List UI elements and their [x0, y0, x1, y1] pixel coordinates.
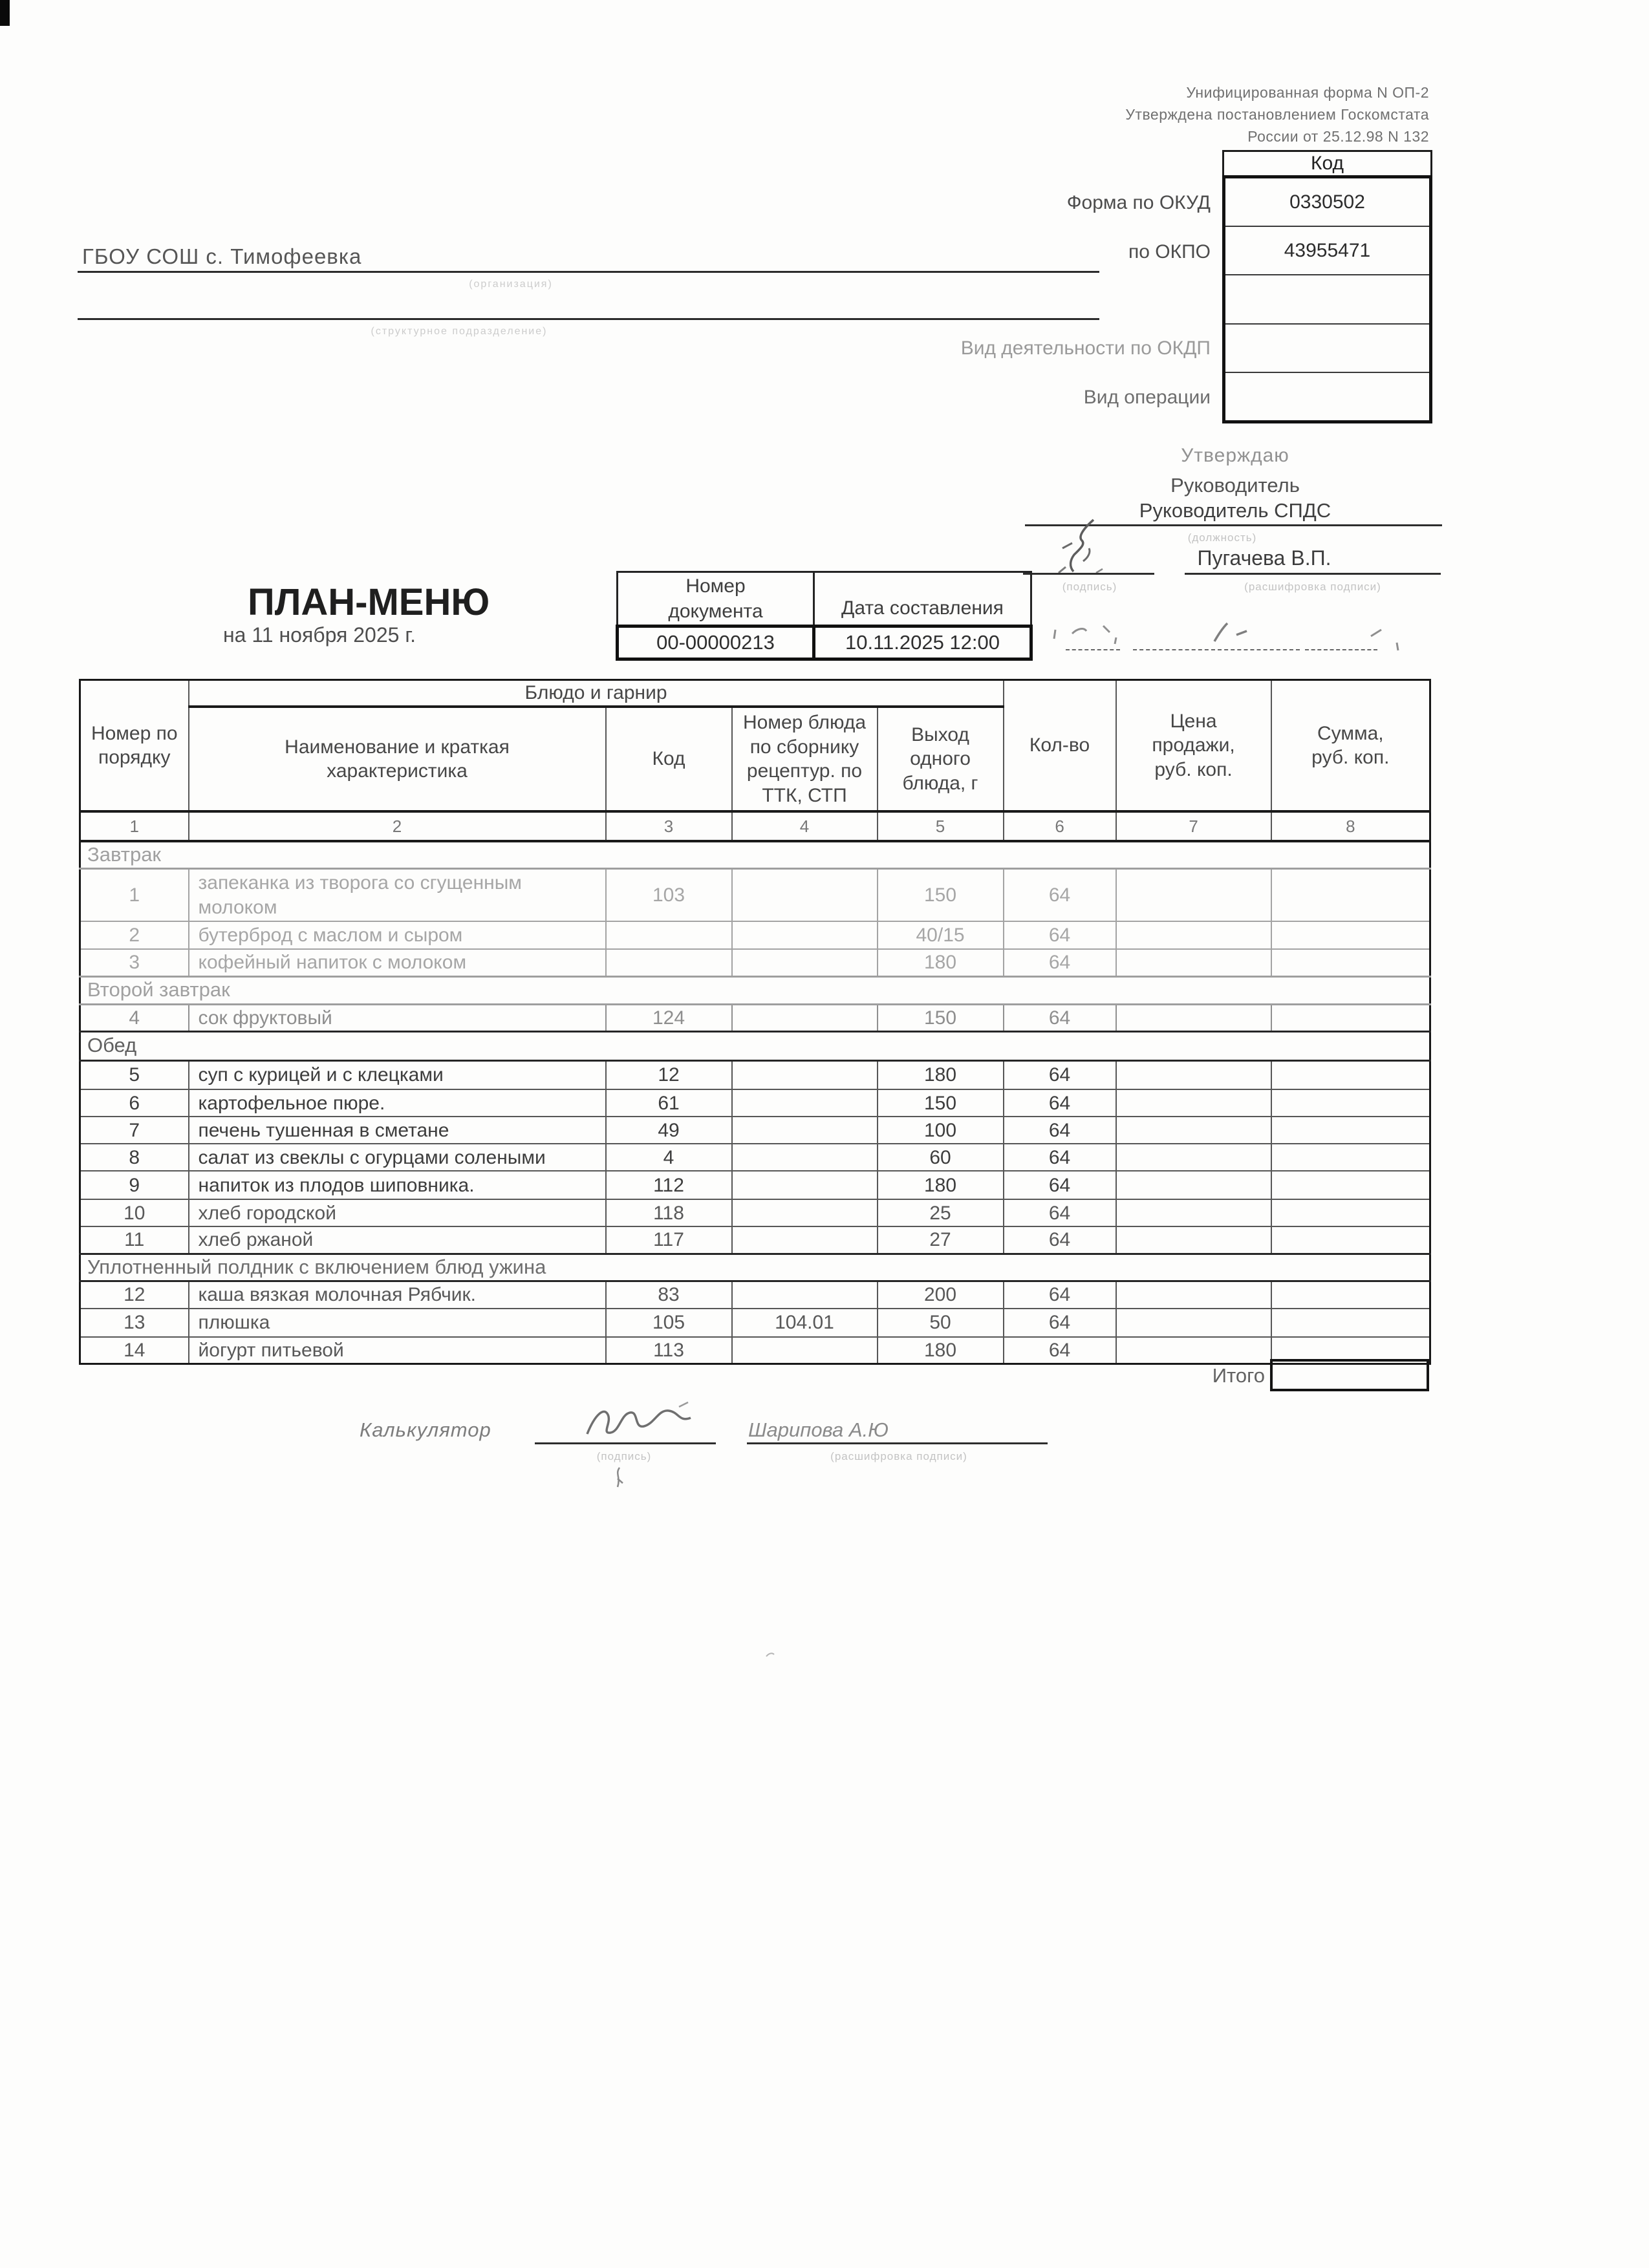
cell-name: плюшка: [189, 1309, 606, 1337]
cell-num: 4: [80, 1004, 189, 1031]
cell-name: каша вязкая молочная Рябчик.: [189, 1281, 606, 1309]
cell-code: 61: [606, 1089, 732, 1117]
code-box-header: Код: [1222, 150, 1432, 177]
col-num: 4: [732, 811, 878, 841]
cell-code: [606, 949, 732, 976]
position-hint: (должность): [1187, 531, 1257, 544]
col-header-recipe: Номер блюда по сборнику рецептур. по ТТК, СТП: [732, 707, 878, 811]
menu-row-6: [80, 1089, 1430, 1117]
total-value-box: [1270, 1359, 1429, 1391]
col-num: 6: [1004, 811, 1116, 841]
cell-qty: 64: [1004, 1226, 1116, 1254]
cell-qty: 64: [1004, 1117, 1116, 1144]
code-okdp-value: [1225, 325, 1429, 373]
cell-name: сок фруктовый: [189, 1004, 606, 1031]
title-date: на 11 ноября 2025 г.: [223, 623, 416, 647]
organization-name: ГБОУ СОШ с. Тимофеевка: [82, 244, 362, 268]
organization-hint: (организация): [469, 279, 553, 290]
cell-code: 117: [606, 1226, 732, 1254]
cell-code: 113: [606, 1337, 732, 1364]
cell-output: 200: [878, 1281, 1004, 1309]
cell-sum: [1271, 1004, 1430, 1031]
cell-code: 105: [606, 1309, 732, 1337]
cell-qty: 64: [1004, 1060, 1116, 1089]
page-title: ПЛАН-МЕНЮ: [248, 581, 490, 623]
approver-position: Руководитель СПДС: [1139, 499, 1331, 522]
operation-label: Вид операции: [1083, 387, 1211, 408]
cell-name: йогурт питьевой: [189, 1337, 606, 1364]
cell-num: 1: [80, 868, 189, 921]
cell-code: 112: [606, 1171, 732, 1199]
cell-num: 3: [80, 949, 189, 976]
cell-output: 180: [878, 1337, 1004, 1364]
menu-row-2: [80, 921, 1430, 949]
code-operation-value: [1225, 373, 1429, 420]
col-header-name: Наименование и краткая характеристика: [189, 707, 606, 811]
cell-sum: [1271, 921, 1430, 949]
cell-price: [1116, 949, 1271, 976]
menu-row-3: [80, 949, 1430, 976]
cell-price: [1116, 1171, 1271, 1199]
col-header-output: Выход одного блюда, г: [878, 707, 1004, 811]
cell-qty: 64: [1004, 1144, 1116, 1171]
cell-output: 50: [878, 1309, 1004, 1337]
cell-recipe: [732, 1199, 878, 1226]
cell-recipe: [732, 1004, 878, 1031]
cell-num: 14: [80, 1337, 189, 1364]
col-num: 7: [1116, 811, 1271, 841]
signature-underline: [1023, 573, 1154, 575]
col-num: 2: [189, 811, 606, 841]
cell-code: 103: [606, 868, 732, 921]
cell-name: суп с курицей и с клецками: [189, 1060, 606, 1089]
menu-row-5: [80, 1060, 1430, 1089]
approver-signature-icon: [1051, 516, 1119, 577]
cell-output: 180: [878, 1171, 1004, 1199]
scan-artifact: [0, 0, 10, 26]
col-header-qty: Кол-во: [1004, 680, 1116, 812]
group-header: Блюдо и гарнир: [189, 680, 1004, 707]
cell-qty: 64: [1004, 1281, 1116, 1309]
cell-output: 180: [878, 949, 1004, 976]
cell-price: [1116, 1337, 1271, 1364]
col-header-num: Номер по порядку: [80, 680, 189, 812]
cell-sum: [1271, 1117, 1430, 1144]
form-meta-line-1: Унифицированная форма N ОП-2: [1186, 84, 1429, 101]
cell-num: 5: [80, 1060, 189, 1089]
name-underline: [1185, 573, 1441, 575]
cell-price: [1116, 1281, 1271, 1309]
cell-price: [1116, 1226, 1271, 1254]
cell-price: [1116, 1309, 1271, 1337]
section-row-breakfast: Завтрак: [80, 841, 1430, 868]
menu-row-7: [80, 1117, 1430, 1144]
column-numbers-row: [80, 811, 1430, 841]
doc-date-value: 10.11.2025 12:00: [814, 626, 1031, 659]
doc-number-value: 00-00000213: [618, 626, 814, 659]
cell-recipe: [732, 949, 878, 976]
cell-num: 6: [80, 1089, 189, 1117]
cell-price: [1116, 1060, 1271, 1089]
cell-num: 11: [80, 1226, 189, 1254]
menu-row-13: [80, 1309, 1430, 1337]
section-row-second-breakfast: Второй завтрак: [80, 976, 1430, 1004]
col-header-price: Цена продажи, руб. коп.: [1116, 680, 1271, 812]
cell-sum: [1271, 1281, 1430, 1309]
calculator-sign-hint: (подпись): [596, 1450, 652, 1462]
cell-name: кофейный напиток с молоком: [189, 949, 606, 976]
menu-row-14: [80, 1337, 1430, 1364]
cell-sum: [1271, 1060, 1430, 1089]
code-okpo-value: 43955471: [1225, 227, 1429, 275]
col-num: 5: [878, 811, 1004, 841]
cell-output: 150: [878, 1089, 1004, 1117]
cell-code: 4: [606, 1144, 732, 1171]
cell-recipe: [732, 1337, 878, 1364]
doc-number-label: Номер документа: [618, 572, 814, 626]
doc-info-table: [616, 571, 1033, 661]
total-label: Итого: [1212, 1364, 1265, 1387]
cell-sum: [1271, 1309, 1430, 1337]
cell-sum: [1271, 949, 1430, 976]
menu-row-12: [80, 1281, 1430, 1309]
scan-speck-icon: [764, 1649, 776, 1660]
cell-num: 9: [80, 1171, 189, 1199]
cell-recipe: [732, 1171, 878, 1199]
code-box: [1222, 175, 1432, 423]
cell-qty: 64: [1004, 868, 1116, 921]
menu-row-4: [80, 1004, 1430, 1031]
cell-recipe: [732, 1117, 878, 1144]
cell-num: 10: [80, 1199, 189, 1226]
cell-price: [1116, 1117, 1271, 1144]
cell-name: салат из свеклы с огурцами солеными: [189, 1144, 606, 1171]
cell-name: картофельное пюре.: [189, 1089, 606, 1117]
cell-sum: [1271, 1226, 1430, 1254]
cell-price: [1116, 1089, 1271, 1117]
cell-recipe: [732, 1089, 878, 1117]
ruled-segment: [1305, 649, 1377, 650]
cell-price: [1116, 921, 1271, 949]
cell-num: 2: [80, 921, 189, 949]
section-row-lunch: Обед: [80, 1031, 1430, 1060]
cell-price: [1116, 868, 1271, 921]
cell-output: 150: [878, 1004, 1004, 1031]
cell-price: [1116, 1199, 1271, 1226]
cell-recipe: [732, 868, 878, 921]
cell-sum: [1271, 1144, 1430, 1171]
menu-row-1: [80, 868, 1430, 921]
cell-price: [1116, 1144, 1271, 1171]
code-empty-value: [1225, 275, 1429, 324]
cell-code: 83: [606, 1281, 732, 1309]
cell-output: 150: [878, 868, 1004, 921]
cell-qty: 64: [1004, 1309, 1116, 1337]
cell-name: бутерброд с маслом и сыром: [189, 921, 606, 949]
cell-output: 27: [878, 1226, 1004, 1254]
section-row-afternoon: Уплотненный полдник с включением блюд ужина: [80, 1254, 1430, 1281]
cell-code: [606, 921, 732, 949]
approve-stamp: Утверждаю: [1181, 445, 1289, 466]
cell-code: 12: [606, 1060, 732, 1089]
organization-underline: [78, 271, 1099, 273]
okdp-label: Вид деятельности по ОКДП: [960, 337, 1211, 359]
cell-recipe: [732, 1281, 878, 1309]
cell-num: 7: [80, 1117, 189, 1144]
cell-recipe: 104.01: [732, 1309, 878, 1337]
cell-name: хлеб ржаной: [189, 1226, 606, 1254]
calculator-sign-underline: [535, 1442, 716, 1444]
doc-date-label: Дата составления: [814, 572, 1031, 626]
ruled-segment: [1066, 649, 1120, 650]
col-header-code: Код: [606, 707, 732, 811]
cell-qty: 64: [1004, 1171, 1116, 1199]
cell-code: 118: [606, 1199, 732, 1226]
cell-name: печень тушенная в сметане: [189, 1117, 606, 1144]
calculator-name: Шарипова А.Ю: [748, 1418, 889, 1441]
col-num: 1: [80, 811, 189, 841]
calculator-name-underline: [747, 1442, 1048, 1444]
ruled-segment: [1133, 649, 1300, 650]
cell-qty: 64: [1004, 949, 1116, 976]
cell-num: 13: [80, 1309, 189, 1337]
cell-code: 124: [606, 1004, 732, 1031]
cell-output: 40/15: [878, 921, 1004, 949]
cell-num: 12: [80, 1281, 189, 1309]
calculator-signature-icon: [582, 1400, 708, 1446]
cell-recipe: [732, 921, 878, 949]
cell-code: 49: [606, 1117, 732, 1144]
cell-num: 8: [80, 1144, 189, 1171]
cell-qty: 64: [1004, 1337, 1116, 1364]
stray-pen-mark-icon: [611, 1466, 628, 1491]
col-num: 8: [1271, 811, 1430, 841]
cell-recipe: [732, 1060, 878, 1089]
cell-sum: [1271, 868, 1430, 921]
cell-qty: 64: [1004, 1199, 1116, 1226]
menu-row-11: [80, 1226, 1430, 1254]
cell-output: 180: [878, 1060, 1004, 1089]
menu-row-9: [80, 1171, 1430, 1199]
col-header-sum: Сумма, руб. коп.: [1271, 680, 1430, 812]
cell-sum: [1271, 1199, 1430, 1226]
code-okud-value: 0330502: [1225, 178, 1429, 227]
cell-sum: [1271, 1171, 1430, 1199]
signature-hint: (подпись): [1062, 581, 1117, 593]
approver-role: Руководитель: [1170, 474, 1300, 497]
cell-qty: 64: [1004, 921, 1116, 949]
form-meta: [1125, 81, 1429, 147]
menu-table: [79, 679, 1431, 1365]
cell-output: 100: [878, 1117, 1004, 1144]
okpo-label: по ОКПО: [1128, 241, 1211, 262]
cell-recipe: [732, 1144, 878, 1171]
cell-sum: [1271, 1089, 1430, 1117]
transcript-hint: (расшифровка подписи): [1244, 581, 1381, 593]
cell-name: запеканка из творога со сгущенным молоком: [189, 868, 606, 921]
approver-name: Пугачева В.П.: [1197, 546, 1331, 570]
calculator-label: Калькулятор: [360, 1418, 491, 1441]
cell-output: 25: [878, 1199, 1004, 1226]
cell-qty: 64: [1004, 1004, 1116, 1031]
department-hint: (структурное подразделение): [371, 326, 548, 337]
col-num: 3: [606, 811, 732, 841]
form-meta-line-3: России от 25.12.98 N 132: [1247, 128, 1429, 145]
cell-name: напиток из плодов шиповника.: [189, 1171, 606, 1199]
okud-label: Форма по ОКУД: [1066, 192, 1211, 213]
menu-row-10: [80, 1199, 1430, 1226]
cell-price: [1116, 1004, 1271, 1031]
pen-marks-icon: [1048, 614, 1423, 653]
department-underline: [78, 318, 1099, 320]
cell-recipe: [732, 1226, 878, 1254]
form-meta-line-2: Утверждена постановлением Госкомстата: [1125, 106, 1429, 123]
cell-output: 60: [878, 1144, 1004, 1171]
cell-qty: 64: [1004, 1089, 1116, 1117]
calculator-transcript-hint: (расшифровка подписи): [830, 1450, 967, 1462]
cell-name: хлеб городской: [189, 1199, 606, 1226]
menu-row-8: [80, 1144, 1430, 1171]
